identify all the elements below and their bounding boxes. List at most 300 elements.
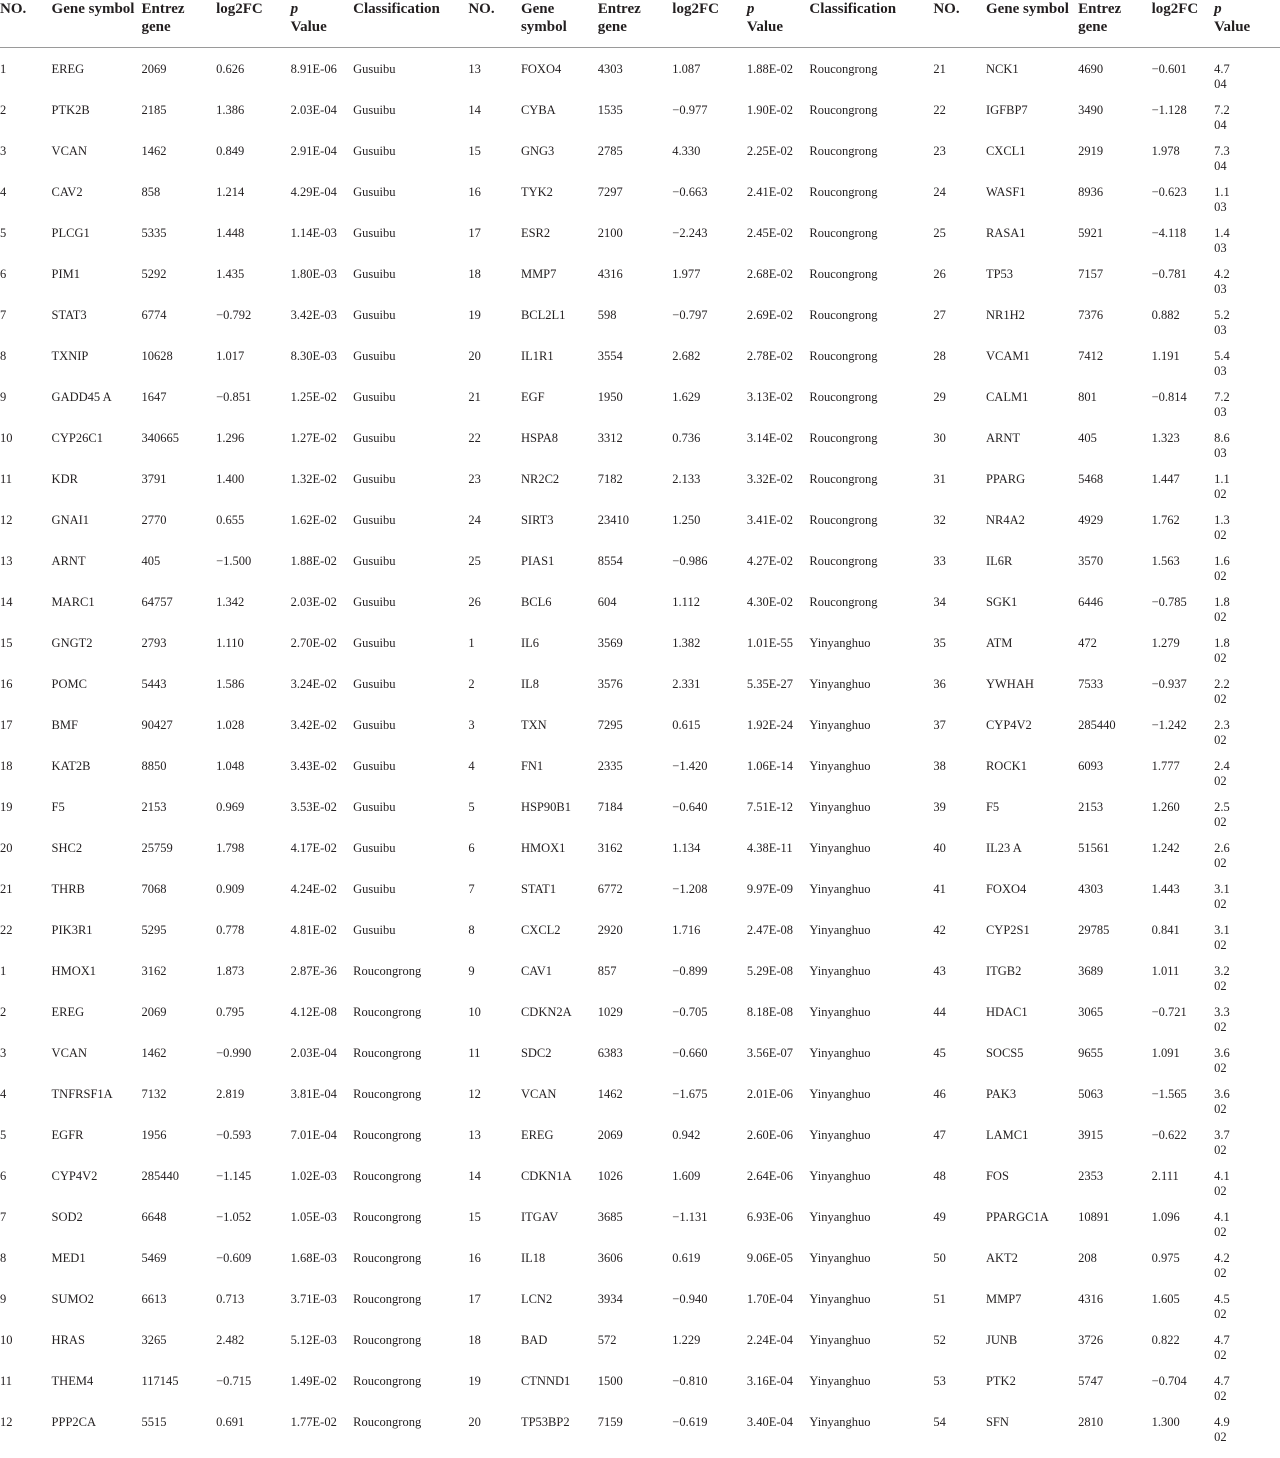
cell-log2fc: 0.655 [216,513,245,527]
cell-p-value: 1.8 02 [1214,636,1230,665]
cell-no: 22 [933,103,946,117]
table-row [0,1292,1280,1333]
header-p-value: p Value [291,0,354,48]
cell-classification: Roucongrong [809,554,878,568]
cell-classification: Gusuibu [353,595,396,609]
cell-gene-symbol: CYBA [520,103,556,117]
cell-p-value: 3.6 02 [1214,1046,1230,1075]
cell-entrez-gene: 4316 [1078,1292,1104,1306]
cell-gene-symbol: BAD [520,1333,548,1347]
cell-no: 44 [933,1005,946,1019]
cell-gene-symbol: IGFBP7 [985,103,1028,117]
cell-classification: Yinyanghuo [809,1046,871,1060]
header-entrez-gene: Entrez gene [141,0,216,48]
cell-p-value: 4.1 02 [1214,1210,1230,1239]
cell-gene-symbol: CYP4V2 [51,1169,98,1183]
cell-entrez-gene: 5335 [141,226,167,240]
cell-classification: Yinyanghuo [809,636,871,650]
cell-log2fc: −0.623 [1151,185,1187,199]
cell-log2fc: 1.214 [216,185,245,199]
cell-gene-symbol: KAT2B [51,759,91,773]
cell-p-value: 1.88E-02 [746,62,794,76]
cell-p-value: 8.18E-08 [746,1005,794,1019]
cell-classification: Roucongrong [809,226,878,240]
cell-gene-symbol: WASF1 [985,185,1026,199]
cell-no: 22 [0,923,13,937]
cell-log2fc: −0.899 [672,964,708,978]
cell-classification: Roucongrong [353,1128,422,1142]
cell-no: 35 [933,636,946,650]
cell-p-value: 2.25E-02 [746,144,794,158]
cell-no: 23 [933,144,946,158]
cell-entrez-gene: 10891 [1078,1210,1110,1224]
header-p-value: p Value [1214,0,1280,48]
cell-entrez-gene: 1950 [597,390,623,404]
cell-no: 3 [0,1046,7,1060]
cell-no: 24 [933,185,946,199]
cell-no: 7 [468,882,475,896]
cell-no: 46 [933,1087,946,1101]
cell-log2fc: 0.615 [672,718,701,732]
cell-gene-symbol: CYP2S1 [985,923,1030,937]
cell-entrez-gene: 7533 [1078,677,1104,691]
cell-gene-symbol: GNAI1 [51,513,90,527]
cell-gene-symbol: FN1 [520,759,544,773]
cell-gene-symbol: ITGB2 [985,964,1022,978]
cell-log2fc: 1.011 [1151,964,1180,978]
cell-log2fc: −0.640 [672,800,708,814]
cell-p-value: 3.14E-02 [746,431,794,445]
cell-no: 48 [933,1169,946,1183]
cell-gene-symbol: ESR2 [520,226,551,240]
cell-entrez-gene: 5469 [141,1251,167,1265]
cell-no: 16 [0,677,13,691]
cell-classification: Gusuibu [353,636,396,650]
cell-classification: Gusuibu [353,226,396,240]
cell-no: 12 [0,513,13,527]
cell-entrez-gene: 3726 [1078,1333,1104,1347]
cell-log2fc: 1.978 [1151,144,1180,158]
cell-entrez-gene: 6446 [1078,595,1104,609]
cell-log2fc: 0.882 [1151,308,1180,322]
cell-p-value: 3.42E-02 [290,718,337,732]
table-row [0,800,1280,841]
cell-log2fc: −1.131 [672,1210,708,1224]
cell-no: 1 [0,62,7,76]
cell-classification: Yinyanghuo [809,1333,871,1347]
cell-p-value: 2.01E-06 [746,1087,794,1101]
cell-classification: Gusuibu [353,800,396,814]
cell-log2fc: 0.626 [216,62,245,76]
header-log2fc: log2FC [1152,0,1215,48]
cell-log2fc: 1.435 [216,267,245,281]
cell-entrez-gene: 6648 [141,1210,167,1224]
cell-classification: Roucongrong [353,1046,422,1060]
cell-p-value: 2.5 02 [1214,800,1230,829]
cell-p-value: 2.64E-06 [746,1169,794,1183]
cell-no: 16 [468,185,481,199]
cell-no: 10 [0,431,13,445]
header-no: NO. [933,0,986,48]
cell-p-value: 2.91E-04 [290,144,337,158]
cell-no: 36 [933,677,946,691]
cell-gene-symbol: CDKN2A [520,1005,572,1019]
header-classification: Classification [353,0,468,48]
cell-gene-symbol: GNG3 [520,144,555,158]
cell-log2fc: 2.331 [672,677,701,691]
cell-classification: Yinyanghuo [809,1374,871,1388]
cell-p-value: 6.93E-06 [746,1210,794,1224]
cell-entrez-gene: 7295 [597,718,623,732]
cell-gene-symbol: FOXO4 [985,882,1027,896]
cell-classification: Roucongrong [353,1415,422,1429]
cell-entrez-gene: 3065 [1078,1005,1104,1019]
cell-no: 25 [933,226,946,240]
cell-p-value: 7.51E-12 [746,800,794,814]
cell-no: 30 [933,431,946,445]
cell-log2fc: 0.795 [216,1005,245,1019]
cell-log2fc: −0.810 [672,1374,708,1388]
cell-no: 18 [0,759,13,773]
cell-p-value: 2.87E-36 [290,964,337,978]
cell-p-value: 1.80E-03 [290,267,337,281]
table-row [0,226,1280,267]
cell-gene-symbol: LCN2 [520,1292,553,1306]
cell-p-value: 4.2 03 [1214,267,1230,296]
cell-log2fc: 1.443 [1151,882,1180,896]
cell-gene-symbol: SIRT3 [520,513,554,527]
table-row [0,431,1280,472]
cell-log2fc: −1.128 [1151,103,1187,117]
cell-log2fc: 1.605 [1151,1292,1180,1306]
cell-gene-symbol: SUMO2 [51,1292,94,1306]
cell-p-value: 1.90E-02 [746,103,794,117]
cell-no: 5 [0,1128,7,1142]
cell-p-value: 3.71E-03 [290,1292,337,1306]
cell-classification: Roucongrong [809,431,878,445]
cell-no: 20 [468,349,481,363]
cell-no: 51 [933,1292,946,1306]
cell-log2fc: 1.191 [1151,349,1180,363]
cell-no: 26 [933,267,946,281]
cell-classification: Gusuibu [353,390,396,404]
cell-no: 3 [0,144,7,158]
cell-entrez-gene: 4690 [1078,62,1104,76]
cell-p-value: 2.45E-02 [746,226,794,240]
cell-entrez-gene: 4303 [597,62,623,76]
cell-p-value: 3.32E-02 [746,472,794,486]
cell-log2fc: −1.145 [216,1169,252,1183]
cell-entrez-gene: 90427 [141,718,173,732]
cell-log2fc: −0.663 [672,185,708,199]
cell-entrez-gene: 3606 [597,1251,623,1265]
cell-gene-symbol: YWHAH [985,677,1034,691]
cell-p-value: 3.40E-04 [746,1415,794,1429]
cell-entrez-gene: 3689 [1078,964,1104,978]
cell-gene-symbol: SDC2 [520,1046,552,1060]
cell-classification: Roucongrong [353,1005,422,1019]
cell-p-value: 3.24E-02 [290,677,337,691]
cell-log2fc: 1.300 [1151,1415,1180,1429]
cell-gene-symbol: ARNT [985,431,1020,445]
cell-gene-symbol: SOCS5 [985,1046,1024,1060]
table-row [0,48,1280,104]
cell-gene-symbol: MED1 [51,1251,86,1265]
cell-no: 43 [933,964,946,978]
header-gene-symbol: Gene symbol [521,0,598,48]
cell-gene-symbol: NCK1 [985,62,1019,76]
cell-gene-symbol: IL18 [520,1251,546,1265]
cell-gene-symbol: CXCL2 [520,923,561,937]
cell-p-value: 1.88E-02 [290,554,337,568]
cell-classification: Gusuibu [353,144,396,158]
cell-entrez-gene: 1462 [141,1046,167,1060]
cell-p-value: 1.68E-03 [290,1251,337,1265]
cell-gene-symbol: BCL2L1 [520,308,566,322]
cell-entrez-gene: 1647 [141,390,167,404]
cell-gene-symbol: ROCK1 [985,759,1027,773]
cell-p-value: 4.2 02 [1214,1251,1230,1280]
table-row [0,513,1280,554]
cell-no: 10 [0,1333,13,1347]
cell-log2fc: 0.909 [216,882,245,896]
cell-classification: Gusuibu [353,472,396,486]
cell-p-value: 4.9 02 [1214,1415,1230,1444]
cell-p-value: 4.12E-08 [290,1005,337,1019]
cell-no: 47 [933,1128,946,1142]
cell-log2fc: 1.798 [216,841,245,855]
cell-gene-symbol: GADD45 A [51,390,112,404]
cell-gene-symbol: PIAS1 [520,554,555,568]
cell-entrez-gene: 3570 [1078,554,1104,568]
cell-gene-symbol: VCAN [51,144,87,158]
cell-log2fc: −0.622 [1151,1128,1187,1142]
cell-classification: Gusuibu [353,267,396,281]
cell-gene-symbol: EGF [520,390,545,404]
cell-entrez-gene: 5063 [1078,1087,1104,1101]
cell-p-value: 4.30E-02 [746,595,794,609]
cell-no: 13 [0,554,13,568]
cell-log2fc: 1.609 [672,1169,701,1183]
cell-no: 49 [933,1210,946,1224]
cell-p-value: 2.03E-04 [290,1046,337,1060]
cell-gene-symbol: CAV2 [51,185,83,199]
cell-p-value: 4.24E-02 [290,882,337,896]
cell-no: 12 [468,1087,481,1101]
cell-p-value: 9.06E-05 [746,1251,794,1265]
cell-entrez-gene: 598 [597,308,617,322]
table-row [0,103,1280,144]
cell-no: 6 [0,1169,7,1183]
cell-gene-symbol: SOD2 [51,1210,83,1224]
table-row [0,349,1280,390]
cell-log2fc: 1.563 [1151,554,1180,568]
cell-classification: Roucongrong [353,1087,422,1101]
cell-gene-symbol: PPARGC1A [985,1210,1049,1224]
cell-gene-symbol: EREG [520,1128,554,1142]
cell-entrez-gene: 7412 [1078,349,1104,363]
cell-no: 12 [0,1415,13,1429]
cell-log2fc: 0.713 [216,1292,245,1306]
cell-no: 23 [468,472,481,486]
cell-classification: Roucongrong [809,267,878,281]
cell-entrez-gene: 7182 [597,472,623,486]
table-row [0,923,1280,964]
cell-p-value: 2.03E-02 [290,595,337,609]
header-gene-symbol: Gene symbol [52,0,142,48]
cell-entrez-gene: 572 [597,1333,617,1347]
cell-p-value: 4.5 02 [1214,1292,1230,1321]
cell-entrez-gene: 2785 [597,144,623,158]
cell-entrez-gene: 5921 [1078,226,1104,240]
cell-gene-symbol: PPARG [985,472,1026,486]
cell-log2fc: 0.975 [1151,1251,1180,1265]
cell-no: 15 [468,144,481,158]
cell-log2fc: 1.629 [672,390,701,404]
cell-classification: Gusuibu [353,718,396,732]
cell-entrez-gene: 2069 [141,1005,167,1019]
cell-gene-symbol: EREG [51,62,85,76]
cell-entrez-gene: 6093 [1078,759,1104,773]
table-row [0,1046,1280,1087]
cell-gene-symbol: TP53 [985,267,1014,281]
header-entrez-gene: Entrez gene [598,0,673,48]
cell-no: 26 [468,595,481,609]
cell-p-value: 2.03E-04 [290,103,337,117]
cell-entrez-gene: 8936 [1078,185,1104,199]
cell-entrez-gene: 117145 [141,1374,179,1388]
cell-gene-symbol: IL6R [985,554,1013,568]
cell-entrez-gene: 2810 [1078,1415,1104,1429]
cell-no: 8 [0,349,7,363]
cell-log2fc: −0.937 [1151,677,1187,691]
cell-p-value: 1.70E-04 [746,1292,794,1306]
cell-classification: Roucongrong [809,144,878,158]
cell-no: 27 [933,308,946,322]
cell-log2fc: 0.841 [1151,923,1180,937]
cell-p-value: 2.6 02 [1214,841,1230,870]
cell-entrez-gene: 5747 [1078,1374,1104,1388]
table-row [0,882,1280,923]
cell-log2fc: 0.736 [672,431,701,445]
cell-p-value: 1.14E-03 [290,226,337,240]
cell-no: 17 [468,226,481,240]
cell-log2fc: 1.977 [672,267,701,281]
cell-no: 17 [0,718,13,732]
cell-entrez-gene: 3162 [141,964,167,978]
cell-entrez-gene: 1535 [597,103,623,117]
cell-classification: Yinyanghuo [809,1087,871,1101]
cell-no: 9 [468,964,475,978]
header-p-value: p Value [747,0,810,48]
cell-log2fc: 0.942 [672,1128,701,1142]
cell-gene-symbol: POMC [51,677,87,691]
cell-gene-symbol: PTK2B [51,103,90,117]
table-row [0,1251,1280,1292]
cell-no: 28 [933,349,946,363]
cell-p-value: 1.3 02 [1214,513,1230,542]
header-classification: Classification [809,0,933,48]
cell-classification: Yinyanghuo [809,718,871,732]
cell-classification: Roucongrong [353,1210,422,1224]
cell-no: 45 [933,1046,946,1060]
cell-entrez-gene: 2353 [1078,1169,1104,1183]
cell-no: 10 [468,1005,481,1019]
cell-classification: Yinyanghuo [809,841,871,855]
cell-gene-symbol: CTNND1 [520,1374,571,1388]
cell-gene-symbol: ARNT [51,554,86,568]
cell-no: 21 [0,882,13,896]
table-row [0,1333,1280,1374]
table-row [0,1005,1280,1046]
cell-p-value: 4.7 02 [1214,1374,1230,1403]
cell-classification: Gusuibu [353,923,396,937]
cell-entrez-gene: 2793 [141,636,167,650]
cell-p-value: 8.6 03 [1214,431,1230,460]
cell-log2fc: 1.716 [672,923,701,937]
cell-log2fc: 1.048 [216,759,245,773]
cell-gene-symbol: THRB [51,882,85,896]
cell-gene-symbol: NR1H2 [985,308,1025,322]
cell-entrez-gene: 1462 [141,144,167,158]
cell-log2fc: 1.229 [672,1333,701,1347]
cell-no: 5 [0,226,7,240]
cell-entrez-gene: 2100 [597,226,623,240]
cell-p-value: 3.42E-03 [290,308,337,322]
cell-gene-symbol: STAT3 [51,308,87,322]
cell-log2fc: 1.342 [216,595,245,609]
cell-log2fc: 1.400 [216,472,245,486]
cell-classification: Yinyanghuo [809,759,871,773]
cell-p-value: 1.1 03 [1214,185,1230,214]
cell-entrez-gene: 604 [597,595,617,609]
cell-log2fc: 1.323 [1151,431,1180,445]
cell-log2fc: 1.028 [216,718,245,732]
cell-entrez-gene: 6613 [141,1292,167,1306]
cell-entrez-gene: 25759 [141,841,173,855]
cell-entrez-gene: 1029 [597,1005,623,1019]
cell-p-value: 1.92E-24 [746,718,794,732]
cell-p-value: 3.56E-07 [746,1046,794,1060]
cell-classification: Gusuibu [353,103,396,117]
cell-gene-symbol: PAK3 [985,1087,1017,1101]
table-row [0,759,1280,800]
cell-entrez-gene: 7184 [597,800,623,814]
cell-p-value: 2.68E-02 [746,267,794,281]
cell-entrez-gene: 5295 [141,923,167,937]
cell-log2fc: −0.601 [1151,62,1187,76]
cell-log2fc: −1.565 [1151,1087,1187,1101]
cell-p-value: 4.7 04 [1214,62,1230,91]
cell-gene-symbol: PPP2CA [51,1415,97,1429]
cell-classification: Yinyanghuo [809,1210,871,1224]
cell-log2fc: 1.386 [216,103,245,117]
cell-log2fc: −0.660 [672,1046,708,1060]
cell-log2fc: −0.851 [216,390,252,404]
cell-p-value: 2.41E-02 [746,185,794,199]
cell-gene-symbol: KDR [51,472,78,486]
cell-no: 7 [0,1210,7,1224]
cell-entrez-gene: 3576 [597,677,623,691]
cell-entrez-gene: 405 [141,554,161,568]
cell-entrez-gene: 51561 [1078,841,1110,855]
cell-log2fc: 2.482 [216,1333,245,1347]
cell-p-value: 2.24E-04 [746,1333,794,1347]
cell-entrez-gene: 7068 [141,882,167,896]
cell-classification: Roucongrong [809,62,878,76]
cell-no: 29 [933,390,946,404]
cell-no: 1 [468,636,475,650]
